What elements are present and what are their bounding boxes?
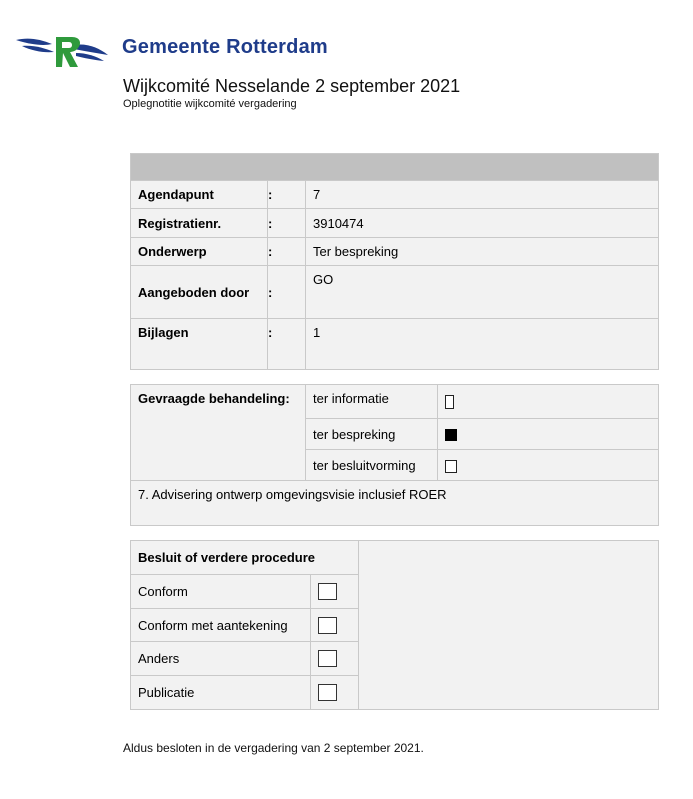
option-label-ter-besluitvorming: ter besluitvorming xyxy=(306,450,438,481)
besluit-option-conform-met-aantekening: Conform met aantekening xyxy=(131,609,311,642)
checkbox-unchecked-icon[interactable] xyxy=(445,395,454,409)
checkbox-unchecked-icon[interactable] xyxy=(318,617,337,634)
besluit-checkbox-publicatie[interactable] xyxy=(311,676,359,710)
document-title: Wijkcomité Nesselande 2 september 2021 xyxy=(123,76,461,96)
info-label: Onderwerp xyxy=(131,238,268,266)
info-colon: : xyxy=(268,266,306,319)
option-label-ter-bespreking: ter bespreking xyxy=(306,419,438,450)
rotterdam-logo-icon xyxy=(14,31,110,73)
checkbox-unchecked-icon[interactable] xyxy=(318,583,337,600)
info-value: 7 xyxy=(306,181,659,209)
info-table xyxy=(130,153,659,370)
info-row-aangeboden-door xyxy=(131,266,659,319)
document-subtitle: Oplegnotitie wijkcomité vergadering xyxy=(123,98,297,110)
info-row-agendapunt xyxy=(131,181,659,209)
behandeling-label: Gevraagde behandeling: xyxy=(131,385,306,481)
info-value: 1 xyxy=(306,319,659,370)
besluit-notes-area xyxy=(359,541,659,710)
info-colon: : xyxy=(268,319,306,370)
info-value: Ter bespreking xyxy=(306,238,659,266)
info-colon: : xyxy=(268,181,306,209)
besluit-option-anders: Anders xyxy=(131,642,311,676)
info-row-bijlagen xyxy=(131,319,659,370)
option-checkbox-ter-besluitvorming[interactable] xyxy=(438,450,659,481)
besluit-checkbox-conform-met-aantekening[interactable] xyxy=(311,609,359,642)
besluit-checkbox-conform[interactable] xyxy=(311,575,359,609)
info-label: Agendapunt xyxy=(131,181,268,209)
info-value: 3910474 xyxy=(306,209,659,238)
info-colon: : xyxy=(268,209,306,238)
info-colon: : xyxy=(268,238,306,266)
checkbox-unchecked-icon[interactable] xyxy=(445,460,457,473)
checkbox-unchecked-icon[interactable] xyxy=(318,650,337,667)
option-checkbox-ter-informatie[interactable] xyxy=(438,385,659,419)
footer-text: Aldus besloten in de vergadering van 2 september 2021. xyxy=(123,741,424,755)
option-label-ter-informatie: ter informatie xyxy=(306,385,438,419)
besluit-option-publicatie: Publicatie xyxy=(131,676,311,710)
besluit-checkbox-anders[interactable] xyxy=(311,642,359,676)
besluit-option-conform: Conform xyxy=(131,575,311,609)
checkbox-unchecked-icon[interactable] xyxy=(318,684,337,701)
checkbox-checked-icon[interactable] xyxy=(445,429,457,441)
info-label: Bijlagen xyxy=(131,319,268,370)
info-value: GO xyxy=(306,266,659,319)
besluit-table xyxy=(130,540,659,710)
behandeling-description: 7. Advisering ontwerp omgevingsvisie inclusief ROER xyxy=(131,481,659,526)
info-row-registratienr xyxy=(131,209,659,238)
info-label: Aangeboden door xyxy=(131,266,268,319)
brand-name: Gemeente Rotterdam xyxy=(122,36,328,58)
option-checkbox-ter-bespreking[interactable] xyxy=(438,419,659,450)
besluit-header: Besluit of verdere procedure xyxy=(131,541,359,575)
info-table-header-bar xyxy=(131,154,659,181)
info-label: Registratienr. xyxy=(131,209,268,238)
behandeling-table xyxy=(130,384,659,526)
info-row-onderwerp xyxy=(131,238,659,266)
